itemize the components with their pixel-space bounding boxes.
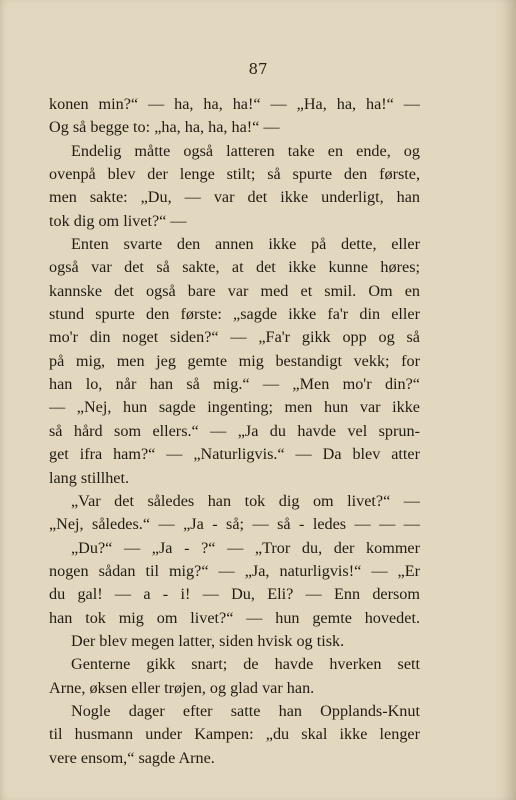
- text-line: get ifra ham?“ — „Naturligvis.“ — Da blev atter: [49, 445, 420, 464]
- text-line: også var det så sakte, at det ikke kunne høres;: [49, 258, 420, 277]
- text-line: Nogle dager efter satte han Opplands-Knut: [71, 701, 420, 720]
- text-line: vere ensom,“ sagde Arne.: [49, 748, 215, 767]
- text-line: Og så begge to: „ha, ha, ha, ha!“ —: [49, 118, 280, 137]
- text-line: du gal! — a - i! — Du, Eli? — Enn dersom: [49, 585, 420, 604]
- body-text: [49, 93, 420, 770]
- text-line: Der blev megen latter, siden hvisk og tisk.: [71, 631, 345, 650]
- text-line: Endelig måtte også latteren take en ende, og: [71, 141, 420, 160]
- text-line: stund spurte den første: „sagde ikke fa'r din eller: [49, 305, 420, 324]
- text-line: lang stillhet.: [49, 468, 130, 487]
- text-line: kannske det også bare var med et smil. Om en: [49, 281, 420, 300]
- text-line: til husmann under Kampen: „du skal ikke lenger: [49, 725, 420, 744]
- text-line: „Du?“ — „Ja - ?“ — „Tror du, der kommer: [71, 538, 420, 557]
- text-line: Genterne gikk snart; de havde hverken sett: [71, 655, 420, 674]
- text-line: så hård som ellers.“ — „Ja du havde vel sprun-: [49, 421, 420, 440]
- text-line: Enten svarte den annen ikke på dette, eller: [71, 235, 420, 254]
- text-line: konen min?“ — ha, ha, ha!“ — „Ha, ha, ha!“ —: [49, 95, 420, 113]
- text-line: „Nej, således.“ — „Ja - så; — så - ledes — — —: [49, 515, 420, 534]
- text-line: han lo, når han så mig.“ — „Men mo'r din?“: [49, 375, 420, 394]
- text-line: tok dig om livet?“ —: [49, 211, 187, 230]
- text-line: mo'r din noget siden?“ — „Fa'r gikk opp og så: [49, 328, 420, 347]
- text-line: Arne, øksen eller trøjen, og glad var han.: [49, 678, 315, 697]
- text-line: nogen sådan til mig?“ — „Ja, naturligvis!“ — „Er: [49, 561, 420, 580]
- text-line: han tok mig om livet?“ — hun gemte hovedet.: [49, 608, 420, 627]
- text-line: ovenpå blev der lenge stilt; så spurte den første,: [49, 165, 420, 184]
- text-line: — „Nej, hun sagde ingenting; men hun var ikke: [49, 398, 420, 417]
- text-line: men sakte: „Du, — var det ikke underligt, han: [49, 188, 420, 207]
- page-number: 87: [248, 60, 268, 78]
- text-line: på mig, men jeg gemte mig bestandigt vekk; for: [49, 351, 420, 370]
- text-line: „Var det således han tok dig om livet?“ —: [71, 491, 420, 510]
